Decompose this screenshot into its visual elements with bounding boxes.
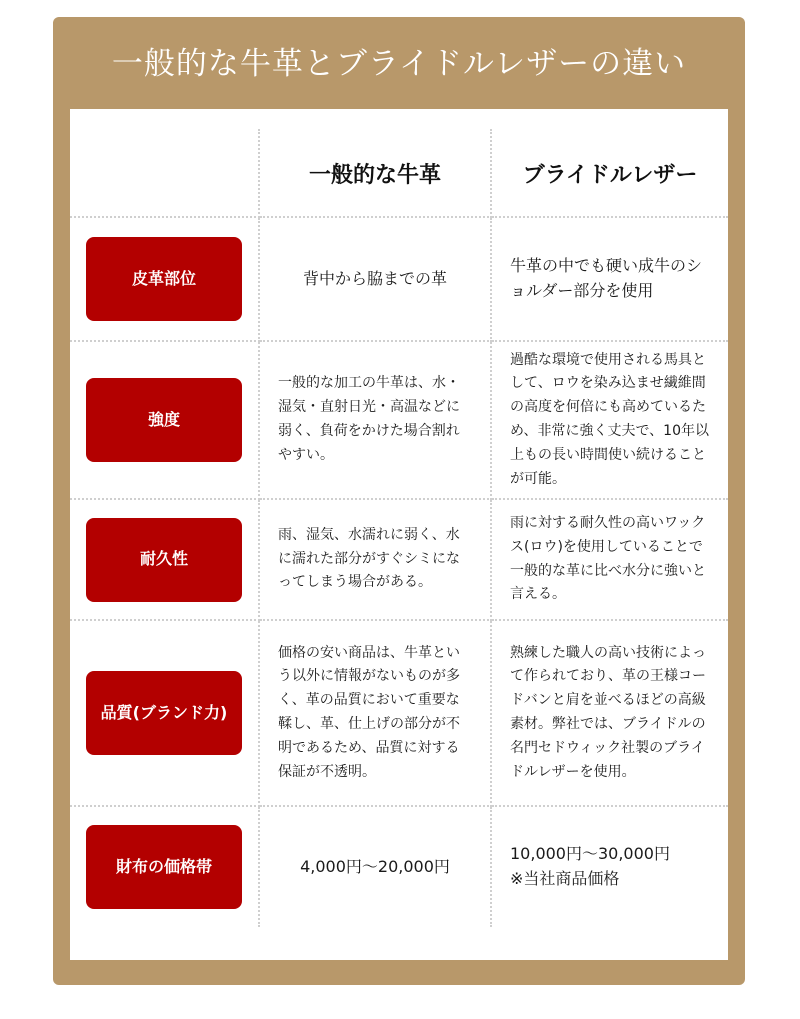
- row-label-price-range: 財布の価格帯: [86, 825, 242, 909]
- general-price-range: 4,000円〜20,000円: [260, 807, 492, 927]
- bridle-price-range: 10,000円〜30,000円 ※当社商品価格: [510, 844, 670, 888]
- bridle-leather-part: 牛革の中でも硬い成牛のショルダー部分を使用: [492, 218, 728, 342]
- row-label-cell: [70, 621, 260, 807]
- general-durability: 雨、湿気、水濡れに弱く、水に濡れた部分がすぐシミになってしまう場合がある。: [260, 500, 492, 621]
- comparison-table: [70, 109, 728, 960]
- comparison-frame: [53, 17, 745, 985]
- row-label-strength: 強度: [86, 378, 242, 462]
- row-label-quality: 品質(ブランド力): [86, 671, 242, 755]
- row-label-cell: [70, 218, 260, 342]
- row-label-cell: [70, 342, 260, 500]
- column-header-general: 一般的な牛革: [260, 129, 492, 218]
- bridle-quality: 熟練した職人の高い技術によって作られており、革の王様コードバンと肩を並べるほどの高級素材。弊社では、ブライドルの名門セドウィック社製のブライドルレザーを使用。: [492, 621, 728, 807]
- column-header-bridle: ブライドルレザー: [492, 129, 728, 218]
- row-label-cell: [70, 807, 260, 927]
- general-strength: 一般的な加工の牛革は、水・湿気・直射日光・高温などに弱く、負荷をかけた場合割れやすい。: [260, 342, 492, 500]
- row-label-cell: [70, 500, 260, 621]
- row-label-leather-part: 皮革部位: [86, 237, 242, 321]
- page-title: 一般的な牛革とブライドルレザーの違い: [111, 46, 687, 82]
- row-label-durability: 耐久性: [86, 518, 242, 602]
- bridle-durability: 雨に対する耐久性の高いワックス(ロウ)を使用していることで一般的な革に比べ水分に強いと言える。: [492, 500, 728, 621]
- header-empty-cell: [70, 129, 260, 218]
- general-leather-part: 背中から脇までの革: [260, 218, 492, 342]
- general-quality: 価格の安い商品は、牛革という以外に情報がないものが多く、革の品質において重要な鞣し、革、仕上げの部分が不明であるため、品質に対する保証が不透明。: [260, 621, 492, 807]
- bridle-strength: 過酷な環境で使用される馬具として、ロウを染み込ませ繊維間の高度を何倍にも高めているため、非常に強く丈夫で、10年以上もの長い時間使い続けることが可能。: [492, 342, 728, 500]
